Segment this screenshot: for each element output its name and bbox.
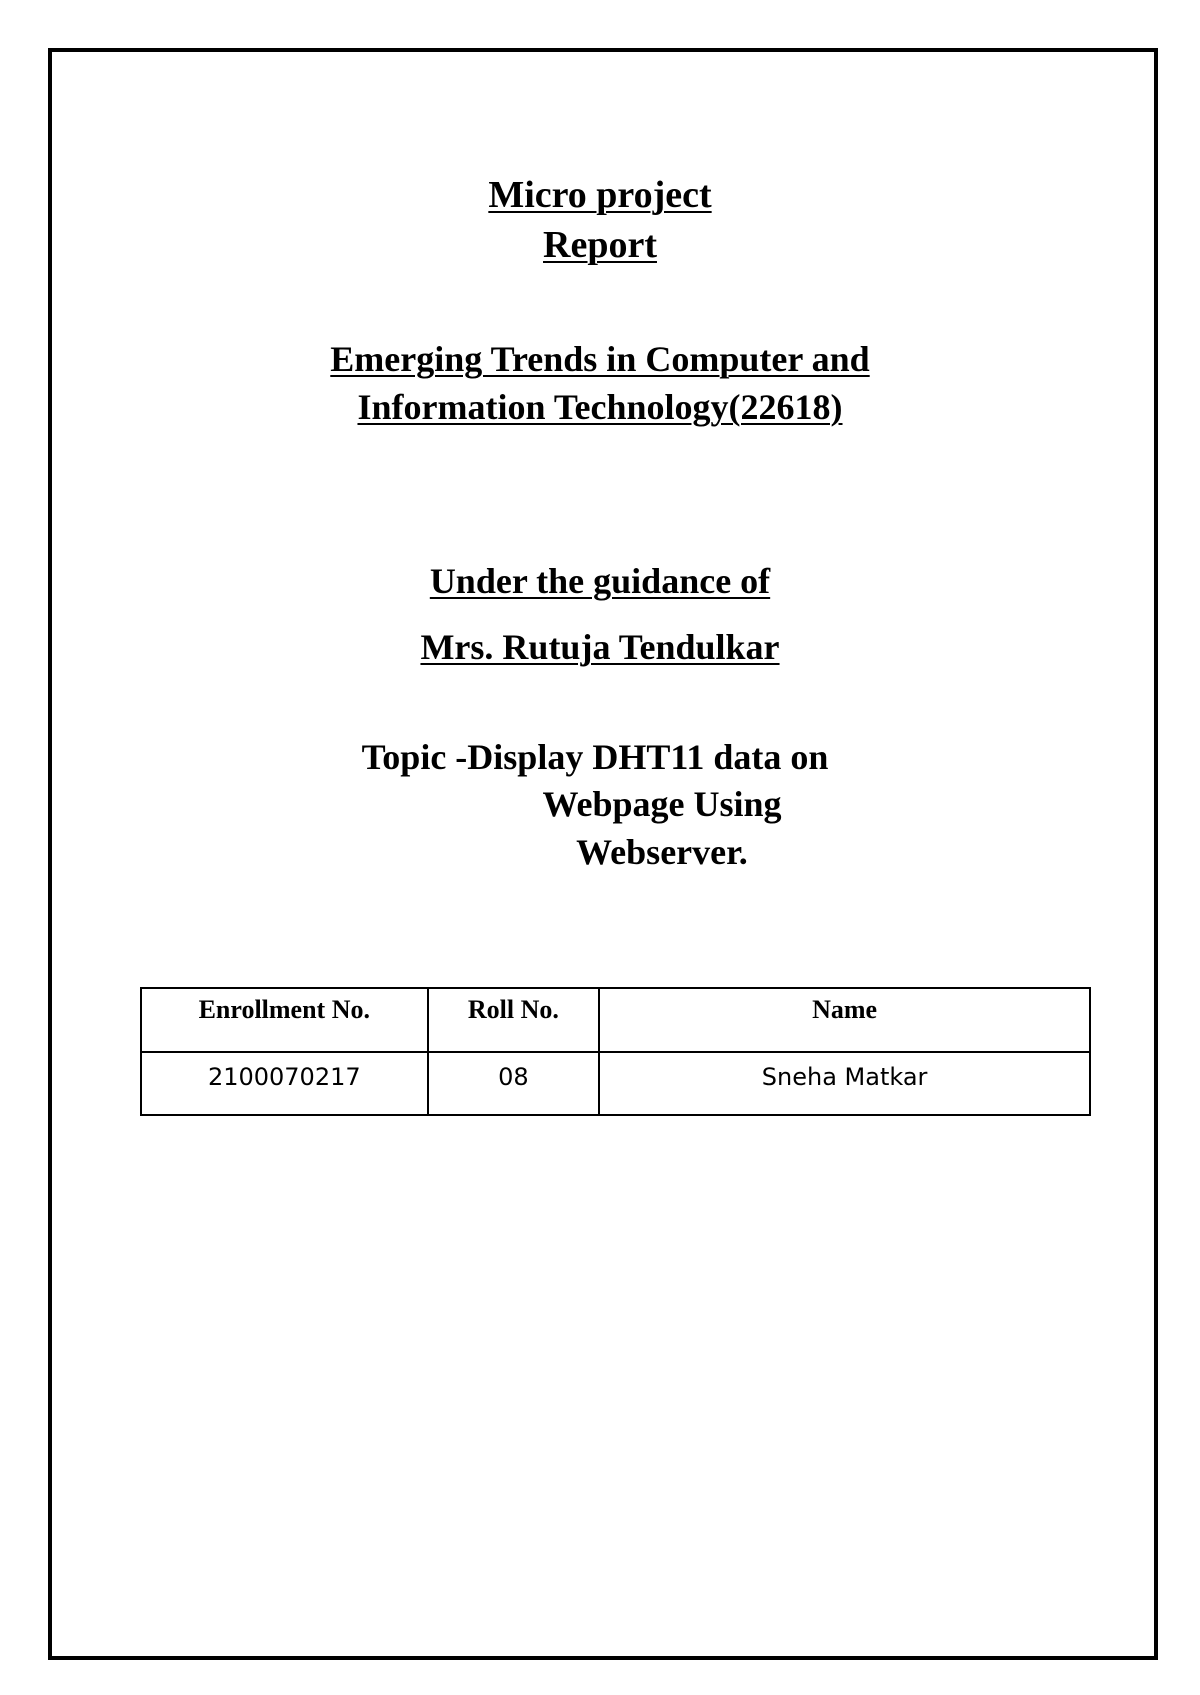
header-roll-no: Roll No. bbox=[428, 988, 600, 1052]
guidance-label: Under the guidance of bbox=[429, 561, 771, 601]
guide-name: Mrs. Rutuja Tendulkar bbox=[420, 627, 780, 667]
subject-title-line-2: Information Technology(22618) bbox=[357, 387, 843, 427]
table-header-row bbox=[141, 988, 1090, 1052]
header-name: Name bbox=[599, 988, 1090, 1052]
cell-roll-no: 08 bbox=[428, 1052, 600, 1115]
cell-enrollment-no: 2100070217 bbox=[141, 1052, 428, 1115]
topic-line-3: Webserver. bbox=[576, 832, 748, 872]
header-enrollment-no: Enrollment No. bbox=[141, 988, 428, 1052]
subject-title-line-1: Emerging Trends in Computer and bbox=[330, 339, 870, 379]
report-title-line-2: Report bbox=[543, 224, 657, 266]
topic-line-1: Topic -Display DHT11 data on bbox=[361, 737, 829, 777]
report-title-line-1: Micro project bbox=[488, 174, 712, 216]
cell-name: Sneha Matkar bbox=[599, 1052, 1090, 1115]
students-table bbox=[140, 987, 1091, 1116]
table-row bbox=[141, 1052, 1090, 1115]
topic-line-2: Webpage Using bbox=[542, 784, 782, 824]
